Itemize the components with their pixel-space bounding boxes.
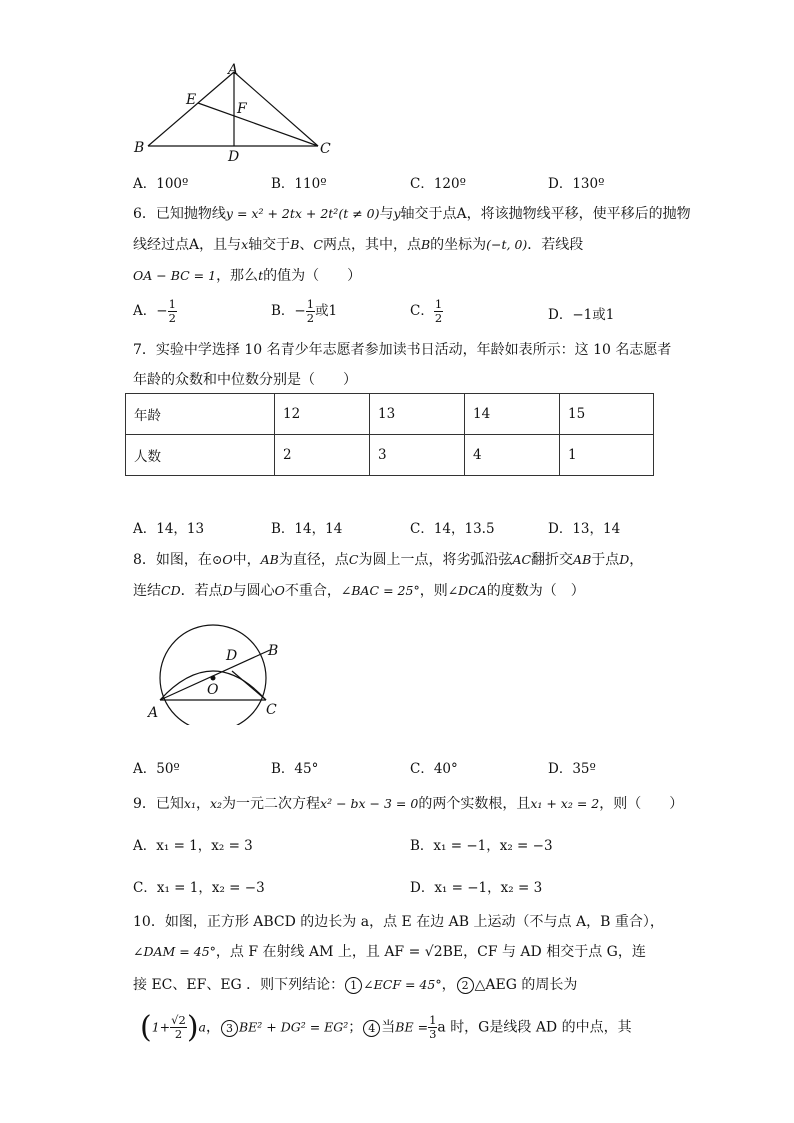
q6-text: 轴交于点A，将该抛物线平移，使平移后的抛物 — [400, 206, 691, 222]
label-C: C — [320, 141, 331, 157]
q6-text: 6．已知抛物线 — [133, 206, 226, 222]
q9-text: 9．已知 — [133, 796, 184, 812]
triangle-figure — [130, 60, 340, 165]
q10-angle: ∠DAM = 45° — [133, 944, 216, 959]
q6-line-1 — [133, 203, 691, 223]
q9-equation: x² − bx − 3 = 0 — [320, 796, 419, 811]
q6-formula: y = x² + 2tx + 2t²(t ≠ 0) — [225, 206, 380, 221]
circled-number: 3 — [221, 1020, 238, 1037]
fraction — [434, 298, 443, 325]
q6-option-c-label: C． — [410, 303, 434, 319]
frac-num: 1 — [434, 297, 443, 311]
q9-var: x₂ — [209, 796, 223, 811]
table-row — [126, 435, 654, 476]
frac-den: 2 — [434, 311, 443, 325]
q10-line-4 — [140, 1010, 632, 1045]
q8-text: 为直径，点 — [278, 552, 349, 568]
q5-option-a[interactable]: A．100º — [133, 176, 189, 192]
q6-option-b[interactable] — [271, 298, 337, 325]
q10-equation: BE² + DG² = EG² — [238, 1019, 349, 1035]
q6-option-a-label: A．− — [133, 303, 168, 319]
table-cell: 1 — [560, 435, 654, 476]
q7-option-a[interactable]: A．14，13 — [133, 521, 205, 537]
q10-text: 接 EC、EF、EG ．则下列结论： — [133, 977, 345, 993]
q6-text: ．若线段 — [527, 237, 584, 253]
q7-line-1: 7．实验中学选择 10 名青少年志愿者参加读书日活动，年龄如表所示：这 10 名志愿者 — [133, 342, 672, 358]
table-cell: 14 — [465, 394, 560, 435]
q8-option-c[interactable]: C．40° — [410, 761, 458, 777]
q8-angle: ∠BAC = 25° — [340, 583, 420, 598]
q8-var: C — [348, 552, 359, 567]
q5-option-b[interactable]: B．110º — [271, 176, 327, 192]
circled-number: 1 — [345, 977, 362, 994]
label-O: O — [207, 682, 219, 698]
label-D: D — [228, 149, 240, 165]
q8-angle: ∠DCA — [447, 583, 487, 598]
fraction — [428, 1014, 437, 1041]
q10-text: △AEG 的周长为 — [474, 977, 578, 993]
q10-var: a — [198, 1019, 206, 1035]
q9-var: x₁ — [183, 796, 196, 811]
q10-line-3 — [133, 974, 577, 994]
table-cell: 15 — [560, 394, 654, 435]
fraction — [170, 1014, 187, 1041]
q6-option-b-label: B．− — [271, 303, 306, 319]
q10-text: ； — [348, 1019, 363, 1036]
q6-var: x — [241, 237, 249, 252]
q8-var: CD — [161, 583, 181, 598]
q8-var: D — [222, 583, 233, 598]
q8-var: O — [274, 583, 285, 598]
q9-option-b[interactable]: B．x₁ = −1，x₂ = −3 — [410, 838, 553, 854]
q6-text: 线经过点A，且与 — [133, 237, 242, 253]
label-D: D — [226, 648, 238, 664]
q9-text: ，则（ ） — [599, 796, 684, 812]
q8-text: 连结 — [133, 583, 161, 599]
q10-text: a 时，G是线段 AD 的中点，其 — [437, 1019, 632, 1036]
q10-equation: BE = — [395, 1019, 429, 1035]
fraction — [306, 298, 315, 325]
q9-line — [133, 793, 683, 813]
q6-text: 的值为（ ） — [263, 268, 362, 284]
circled-number: 4 — [363, 1020, 380, 1037]
q6-text: 与 — [379, 206, 394, 222]
table-cell: 4 — [465, 435, 560, 476]
label-E: E — [186, 92, 197, 108]
q8-text: ，则 — [419, 583, 448, 599]
q6-text: 轴交于 — [248, 237, 291, 253]
label-F: F — [237, 101, 247, 117]
q6-text: 的坐标为 — [430, 237, 487, 253]
q10-text: ，点 F 在射线 AM 上，且 AF = √2BE，CF 与 AD 相交于点 G，连 — [215, 944, 646, 960]
q8-text: 翻折交 — [531, 552, 574, 568]
q8-text: ．若点 — [180, 583, 223, 599]
q8-option-d[interactable]: D．35º — [548, 761, 596, 777]
q8-var: AC — [512, 552, 532, 567]
label-A: A — [148, 705, 159, 721]
q7-option-d[interactable]: D．13，14 — [548, 521, 621, 537]
q10-angle: ∠ECF = 45° — [363, 977, 442, 992]
q9-text: 为一元二次方程 — [222, 796, 321, 812]
q6-option-d[interactable]: D．−1或1 — [548, 307, 615, 323]
q6-option-c[interactable] — [410, 298, 443, 325]
q9-option-d[interactable]: D．x₁ = −1，x₂ = 3 — [410, 880, 543, 896]
q9-option-c[interactable]: C．x₁ = 1，x₂ = −3 — [133, 880, 265, 896]
q10-expr: 1+ — [151, 1019, 171, 1035]
frac-den: 2 — [174, 1027, 183, 1041]
table-cell: 2 — [275, 435, 370, 476]
q10-text: 当 — [381, 1019, 396, 1036]
q6-var: B — [290, 237, 300, 252]
q8-var: ⊙O — [211, 552, 233, 567]
frac-num: 1 — [168, 297, 176, 311]
table-cell: 年龄 — [126, 394, 275, 435]
q6-coord: (−t, 0) — [486, 237, 528, 252]
q9-text: 的两个实数根，且 — [418, 796, 531, 812]
q8-var: AB — [260, 552, 279, 567]
table-cell: 13 — [370, 394, 465, 435]
q5-option-c[interactable]: C．120º — [410, 176, 466, 192]
q6-line-3 — [133, 265, 361, 285]
q8-text: ， — [629, 552, 644, 568]
q6-text: 两点，其中，点 — [322, 237, 421, 253]
q8-text: 中， — [232, 552, 261, 568]
q10-text: ， — [441, 977, 456, 993]
table-cell: 3 — [370, 435, 465, 476]
q6-var: t — [258, 268, 264, 283]
q8-text: 为圆上一点，将劣弧沿弦 — [358, 552, 513, 568]
q6-var: C — [313, 237, 323, 252]
table-cell: 人数 — [126, 435, 275, 476]
table-row — [126, 394, 654, 435]
q8-var: AB — [573, 552, 592, 567]
q8-text: 8．如图，在 — [133, 552, 212, 568]
q6-option-a[interactable] — [133, 298, 177, 325]
circled-number: 2 — [457, 977, 474, 994]
frac-num: 1 — [429, 1013, 437, 1027]
q7-line-2: 年龄的众数和中位数分别是（ ） — [133, 372, 357, 388]
q8-text: 不重合， — [284, 583, 341, 599]
table-cell: 12 — [275, 394, 370, 435]
q6-var: B — [420, 237, 431, 252]
q5-option-d[interactable]: D．130º — [548, 176, 605, 192]
q8-line-1 — [133, 549, 643, 569]
q6-option-b-tail: 或1 — [315, 303, 338, 319]
q8-line-2 — [133, 580, 585, 600]
label-C: C — [266, 702, 277, 718]
q9-option-a[interactable]: A．x₁ = 1，x₂ = 3 — [133, 838, 253, 854]
q8-text: 的度数为（ ） — [486, 583, 585, 599]
q10-text: ， — [205, 1019, 220, 1036]
q6-formula: OA − BC = 1 — [133, 268, 217, 283]
paren-left: ( — [140, 1010, 152, 1045]
q8-option-b[interactable]: B．45° — [271, 761, 319, 777]
q8-var: D — [619, 552, 630, 567]
q6-line-2 — [133, 234, 583, 254]
q6-var: y — [393, 206, 401, 221]
center-dot — [211, 676, 216, 681]
q10-line-2 — [133, 941, 646, 961]
fraction — [168, 298, 177, 325]
q10-line-1: 10．如图，正方形 ABCD 的边长为 a，点 E 在边 AB 上运动（不与点 A，B 重合）， — [133, 914, 664, 930]
q6-text: ，那么 — [216, 268, 259, 284]
q9-text: ， — [195, 796, 210, 812]
label-B: B — [268, 643, 279, 659]
q8-option-a[interactable]: A．50º — [133, 761, 180, 777]
frac-num: 1 — [306, 297, 315, 311]
q8-text: 于点 — [591, 552, 620, 568]
frac-den: 3 — [429, 1027, 437, 1041]
q9-equation: x₁ + x₂ = 2 — [530, 796, 600, 811]
age-table — [125, 393, 654, 476]
frac-den: 2 — [168, 311, 176, 325]
label-B: B — [134, 140, 145, 156]
q6-text: 、 — [299, 237, 314, 253]
paren-right: ) — [186, 1010, 199, 1045]
q7-option-b[interactable]: B．14，14 — [271, 521, 343, 537]
circle-figure — [140, 620, 290, 725]
label-A: A — [228, 62, 239, 78]
q8-text: 与圆心 — [232, 583, 275, 599]
frac-num: √2 — [171, 1013, 186, 1027]
q7-option-c[interactable]: C．14，13.5 — [410, 521, 495, 537]
frac-den: 2 — [306, 311, 315, 325]
